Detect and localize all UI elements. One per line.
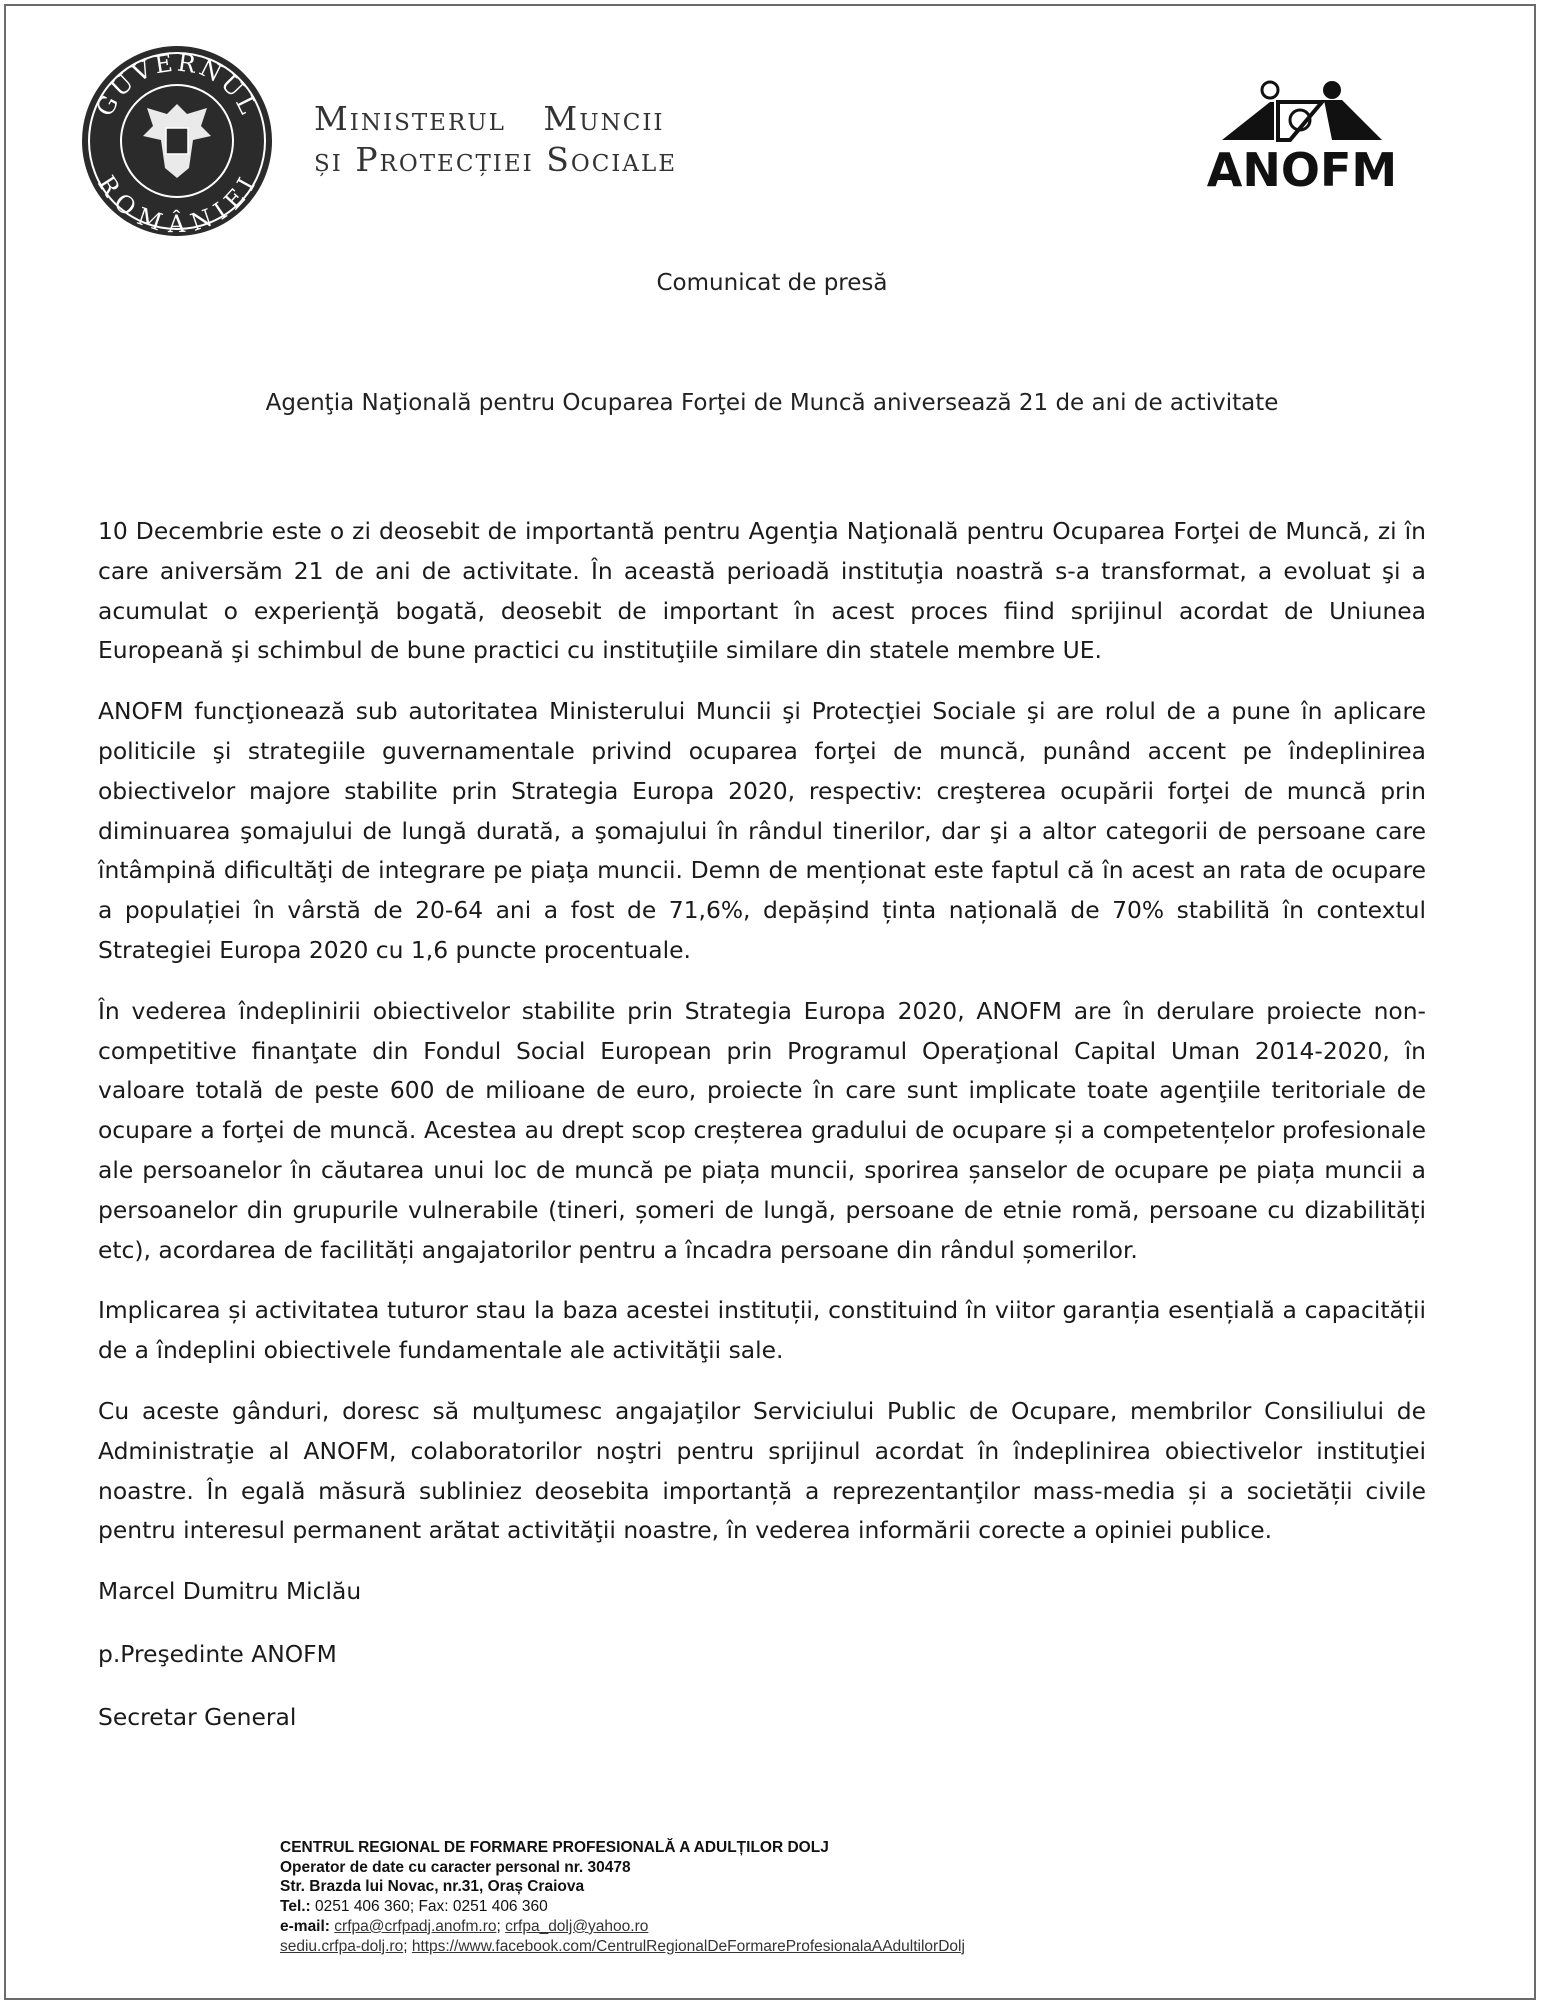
paragraph: Cu aceste gânduri, doresc să mulţumesc angajaţilor Serviciului Public de Ocupare, membrilor Consiliului de Administraţie al ANOFM, colaboratorilor noştri pentru sprijinul acordat în îndeplinirea obiectivelor instituţiei noastre. În egală măsură subliniez deosebita importanță a reprezentanţilor mass-media și a societății civile pentru interesul permanent arătat activităţii noastre, în vederea informării corecte a opiniei publice. xyxy=(98,1396,1426,1545)
paragraph: Implicarea și activitatea tuturor stau la baza acestei instituții, constituind în viitor garanția esențială a capacității de a îndeplini obiectivele fundamentale ale activităţii sale. xyxy=(98,1296,1426,1365)
email-label: e-mail: xyxy=(280,1917,330,1935)
anofm-logo xyxy=(1182,78,1422,194)
svg-text:ANOFM: ANOFM xyxy=(1206,143,1398,194)
footer-org: CENTRUL REGIONAL DE FORMARE PROFESIONALĂ A ADULȚILOR DOLJ xyxy=(280,1839,829,1856)
website-separator: ; xyxy=(403,1937,412,1955)
ministry-name xyxy=(314,98,677,180)
email-link-2[interactable]: crfpa_dolj@yahoo.ro xyxy=(505,1917,649,1935)
paragraph: ANOFM funcţionează sub autoritatea Ministerului Muncii şi Protecţiei Sociale şi are rolul de a pune în aplicare politicile şi strategiile guvernamentale privind ocuparea forţei de muncă, punând accent pe îndeplinirea obiectivelor majore stabilite prin Strategia Europa 2020, respectiv: creşterea ocupării forţei de muncă prin diminuarea şomajului de lungă durată, a şomajului în rândul tinerilor, dar şi a altor categorii de persoane care întâmpină dificultăţi de integrare pe piaţa muncii. Demn de menționat este faptul că în acest an rata de ocupare a populației în vârstă de 20-64 ani a fost de 71,6%, depășind ținta națională de 70% stabilită în contextul Strategiei Europa 2020 cu 1,6 puncte procentuale. xyxy=(98,697,1426,964)
footer-phone xyxy=(280,1897,965,1917)
website-link[interactable]: sediu.crfpa-dolj.ro xyxy=(280,1937,404,1955)
footer-websites xyxy=(280,1937,965,1957)
signatory-title: Secretar General xyxy=(98,1702,297,1731)
facebook-link[interactable]: https://www.facebook.com/CentrulRegionalDeFormareProfesionalaAAdultilorDolj xyxy=(411,1937,965,1955)
footer-operator: Operator de date cu caracter personal nr. 30478 xyxy=(280,1858,631,1876)
ministry-line-2: și Protecției Sociale xyxy=(314,140,678,179)
footer-contact xyxy=(280,1838,965,1956)
email-link-1[interactable]: crfpa@crfpadj.anofm.ro xyxy=(334,1917,497,1935)
footer-email xyxy=(280,1917,965,1937)
document-type: Comunicat de presă xyxy=(656,270,888,296)
svg-text:GUVERNUL: GUVERNUL xyxy=(90,48,264,121)
paragraph: În vederea îndeplinirii obiectivelor stabilite prin Strategia Europa 2020, ANOFM are în derulare proiecte non-competitive finanţate din Fondul Social European prin Programul Operaţional Capital Uman 2014-2020, în valoare totală de peste 600 de milioane de euro, proiecte în care sunt implicate toate agenţiile teritoriale de ocupare a forţei de muncă. Acestea au drept scop creșterea gradului de ocupare și a competențelor profesionale ale persoanelor în căutarea unui loc de muncă pe piața muncii, sporirea șanselor de ocupare pe piața muncii a persoanelor din grupurile vulnerabile (tineri, șomeri de lungă, persoane de etnie romă, persoane cu dizabilități etc), acordarea de facilități angajatorilor pentru a încadra persoane din rândul șomerilor. xyxy=(98,996,1426,1264)
signatory-name: Marcel Dumitru Miclău xyxy=(98,1577,362,1606)
ministry-line-1: Ministerul Muncii xyxy=(314,99,665,138)
letterhead xyxy=(0,0,1544,250)
svg-text:ROMÂNIEI: ROMÂNIEI xyxy=(92,170,263,238)
email-separator: ; xyxy=(496,1917,506,1935)
phone-label: Tel.: xyxy=(280,1898,311,1916)
press-release-body xyxy=(98,512,1426,1761)
footer-address: Str. Brazda lui Novac, nr.31, Oraș Craiova xyxy=(280,1878,585,1896)
government-seal-logo xyxy=(80,44,274,238)
phone-value: 0251 406 360; Fax: 0251 406 360 xyxy=(310,1898,548,1916)
signatory-role: p.Preşedinte ANOFM xyxy=(98,1639,337,1668)
signature-block xyxy=(98,1572,1426,1737)
paragraph: 10 Decembrie este o zi deosebit de importantă pentru Agenţia Naţională pentru Ocuparea Forţei de Muncă, zi în care aniversăm 21 de ani de activitate. În această perioadă instituţia noastră s-a transformat, a evoluat şi a acumulat o experienţă bogată, deosebit de important în acest proces fiind sprijinul acordat de Uniunea Europeană şi schimbul de bune practici cu instituţiile similare din statele membre UE. xyxy=(98,517,1426,665)
headline: Agenţia Naţională pentru Ocuparea Forţei de Muncă aniversează 21 de ani de activitate xyxy=(265,390,1279,416)
